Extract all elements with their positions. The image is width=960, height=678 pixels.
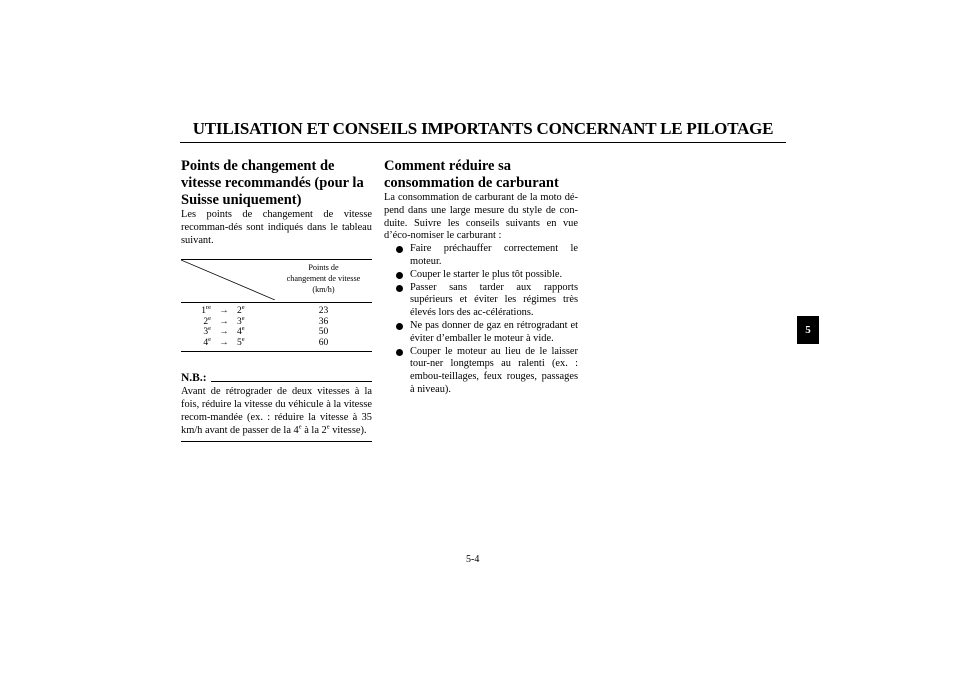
table-corner-cell	[181, 260, 275, 303]
section-heading-fuel: Comment réduire sa consommation de carburant	[384, 158, 559, 191]
column-header-line: (km/h)	[312, 285, 335, 295]
table-column-header	[275, 260, 372, 303]
arrow-icon: →	[219, 327, 229, 338]
diagonal-line	[181, 260, 275, 300]
list-item: Couper le moteur au lieu de le laisser tour-ner longtemps au ralenti (ex. : embou-teillages, feux rouges, passages à niveau).	[384, 346, 578, 397]
bullet-icon	[396, 285, 403, 292]
page-number: 5-4	[466, 554, 480, 565]
table-row: 2e → 3e	[203, 314, 245, 327]
speed-value: 23	[318, 306, 329, 317]
header-rule	[180, 142, 786, 143]
section-heading-gear-shift: Points de changement de vitesse recommandés (pour la Suisse uniquement)	[181, 158, 364, 208]
note-rule	[211, 381, 372, 382]
gear-shift-table	[181, 259, 372, 352]
arrow-icon: →	[219, 306, 229, 317]
chapter-tab: 5	[797, 316, 819, 344]
list-item: Passer sans tarder aux rapports supérieurs et éviter les régimes très élevés lors des ac-célérations.	[384, 282, 578, 320]
bullet-icon	[396, 349, 403, 356]
column-header-line: Points de	[308, 263, 339, 273]
table-row: 1re → 2e	[201, 304, 245, 317]
bullet-icon	[396, 246, 403, 253]
list-item: Couper le starter le plus tôt possible.	[384, 269, 578, 282]
speed-value: 60	[318, 337, 329, 348]
page-header-title: UTILISATION ET CONSEILS IMPORTANTS CONCERNANT LE PILOTAGE	[192, 119, 774, 138]
note-title: N.B.:	[181, 372, 207, 385]
table-row: 3e → 4e	[203, 325, 245, 338]
fuel-tips-list	[384, 243, 578, 397]
bullet-icon	[396, 272, 403, 279]
speed-value: 50	[318, 327, 329, 338]
speed-value: 36	[318, 316, 329, 327]
section-intro-gear-shift: Les points de changement de vitesse recomman-dés sont indiqués dans le tableau suivant.	[181, 209, 372, 246]
arrow-icon: →	[219, 337, 229, 348]
note-header	[181, 372, 372, 384]
column-header-line: changement de vitesse	[286, 274, 361, 284]
note-body: Avant de rétrograder de deux vitesses à la fois, réduire la vitesse du véhicule à la vitesse recom-mandée (ex. : réduire la vitesse à 35 km/h avant de passer de la 4e à la 2e vitesse).	[181, 386, 372, 441]
right-column	[384, 158, 578, 397]
list-item: Ne pas donner de gaz en rétrogradant et éviter d’emballer le moteur à vide.	[384, 320, 578, 346]
section-intro-fuel: La consommation de carburant de la moto dé-pend dans une large mesure du style de con-duite. Suivre les conseils suivants en vue d’éco-nomiser le carburant :	[384, 192, 578, 242]
left-column	[181, 158, 372, 442]
list-item: Faire préchauffer correctement le moteur.	[384, 243, 578, 269]
speed-values-cell	[275, 303, 372, 352]
table-row: 4e → 5e	[203, 335, 245, 348]
arrow-icon: →	[219, 316, 229, 327]
bullet-icon	[396, 323, 403, 330]
gear-list-cell	[181, 303, 275, 352]
